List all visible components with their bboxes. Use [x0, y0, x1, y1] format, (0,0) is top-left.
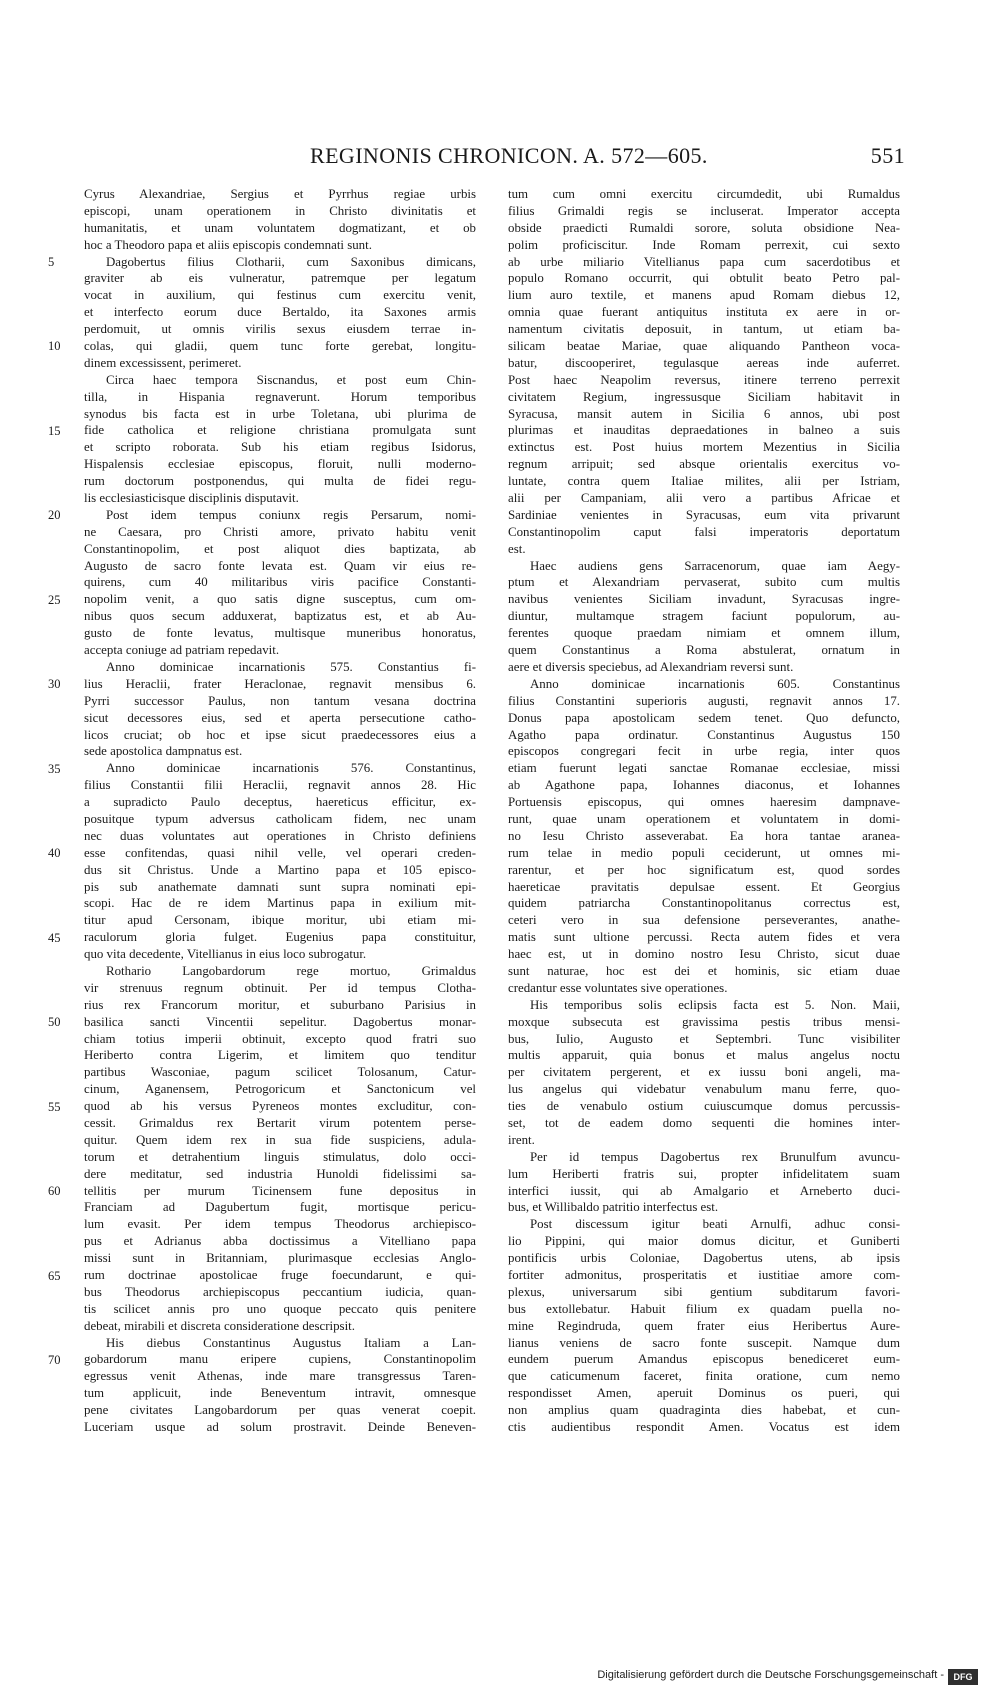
- text-line: et interfecto eorum duce Bertaldo, ita Saxones armis: [84, 305, 476, 320]
- text-line: quirens, cum 40 militaribus viris pacifice Constanti-: [84, 575, 476, 590]
- text-line: Syracusa, mansit autem in Sicilia 6 annos, ubi post: [508, 406, 900, 421]
- text-line: debeat, mirabili et discreta consideratione descripsit.: [84, 1318, 355, 1333]
- text-line: et scripto roborata. Sub his etiam regibus Isidorus,: [84, 440, 476, 455]
- digitization-credit: Digitalisierung gefördert durch die Deutsche Forschungsgemeinschaft -: [597, 1669, 944, 1681]
- text-line: aere et diversis speciebus, ad Alexandriam reversi sunt.: [508, 659, 794, 674]
- text-line: tilla, in Hispania regnaverunt. Horum temporibus: [84, 389, 476, 404]
- text-line: Cyrus Alexandriae, Sergius et Pyrrhus regiae urbis: [84, 187, 476, 201]
- text-line: filius Constantii filii Heraclii, regnavit annos 28. Hic: [84, 778, 476, 793]
- text-line: humanitatis, et unam voluntatem dogmatizant, et ob: [84, 220, 476, 235]
- text-line: quidem patriarcha Constantinopolitanus correctus est,: [508, 896, 900, 911]
- text-line: filius Grimaldi regis se incluserat. Imperator accepta: [508, 203, 900, 218]
- line-number: 20: [48, 508, 61, 523]
- page-title: REGINONIS CHRONICON. A. 572—605.: [310, 143, 708, 168]
- text-line: His diebus Constantinus Augustus Italiam a Lan-: [106, 1335, 476, 1350]
- text-line: rius rex Francorum moritur, et suburbano Parisius in: [84, 997, 476, 1012]
- text-line: ptum et Alexandriam pervaserat, subito cum multis: [508, 575, 900, 590]
- text-line: populo Romano occurrit, qui obtulit beato Petro pal-: [508, 271, 900, 286]
- line-number: 65: [48, 1268, 61, 1283]
- text-line: gusto de fonte levatus, multisque muneribus honoratus,: [84, 626, 476, 641]
- line-number: 70: [48, 1353, 61, 1368]
- text-line: navibus venientes Siciliam invadunt, Syracusas ingre-: [508, 592, 900, 607]
- text-line: His temporibus solis eclipsis facta est 5. Non. Maii,: [530, 997, 900, 1012]
- text-line: rum telae in medio populi ceciderunt, ut omnes mi-: [508, 845, 900, 860]
- line-number: 55: [48, 1099, 61, 1114]
- text-line: Per id tempus Dagobertus rex Brunulfum avuncu-: [530, 1149, 900, 1164]
- right-text-column: [508, 186, 900, 1436]
- text-line: Haec audiens gens Sarracenorum, quae iam Aegy-: [530, 558, 900, 573]
- text-line: graviter ab eis vulneratur, patremque per legatum: [84, 271, 476, 286]
- text-line: chiam totius imperii obtinuit, excepto quod fratri suo: [84, 1031, 476, 1046]
- text-line: Franciam ad Dagubertum fugit, mortisque pericu-: [84, 1200, 476, 1215]
- text-line: haec est, ut in domino nostro Iesu Christo, sicut duae: [508, 947, 900, 962]
- text-line: Hispalensis ecclesiae episcopus, floruit, nulli moderno-: [84, 457, 476, 472]
- text-line: fortiter admonitus, prosperitatis et iustitiae amore com-: [508, 1268, 900, 1282]
- line-number: 5: [48, 254, 55, 269]
- text-line: lio Pippini, qui maior domus dicitur, et Guniberti: [508, 1234, 900, 1249]
- text-line: runt, quae unam operationem et voluntatem in domi-: [508, 811, 900, 826]
- text-line: bus Theodorus archiepiscopus peccantium iudicia, quan-: [84, 1284, 476, 1299]
- text-line: raculorum gloria fulget. Eugenius papa constituitur,: [84, 930, 476, 945]
- text-line: moxque subsecuta est gravissima pestis tribus mensi-: [508, 1014, 900, 1029]
- text-line: Dagobertus filius Clotharii, cum Saxonibus dimicans,: [106, 254, 476, 269]
- text-line: credantur esse voluntates sive operationes.: [508, 980, 728, 995]
- text-line: obside praedicti Rumaldi sorore, soluta obsidione Nea-: [508, 220, 900, 235]
- line-number: 35: [48, 761, 61, 776]
- text-line: Augusto de sacro fonte levata est. Quam vir eius re-: [84, 558, 476, 573]
- text-line: vir strenuus regnum obtinuit. Per id tempus Clotha-: [84, 980, 476, 995]
- text-line: missi sunt in Britanniam, plurimasque ecclesias Anglo-: [84, 1251, 476, 1266]
- text-line: est.: [508, 541, 526, 556]
- text-line: pene civitates Langobardorum per quas venerat coepit.: [84, 1403, 476, 1418]
- text-line: ab urbe miliario Vitellianus papa cum sacerdotibus et: [508, 254, 900, 269]
- text-line: torum et detrahentium linguis stimulatus, dolo occi-: [84, 1149, 476, 1164]
- line-number: 10: [48, 339, 61, 354]
- text-line: episcopi, unam operationem in Christo divinitatis et: [84, 203, 476, 218]
- text-line: Agatho papa ordinatur. Constantinus Augustus 150: [508, 727, 900, 742]
- text-line: rum doctrinae apostolicae fruge foecundarunt, e qui-: [84, 1268, 476, 1282]
- text-line: Luceriam usque ad solum prostravit. Deinde Beneven-: [84, 1420, 476, 1435]
- text-line: ne Caesara, pro Christi amore, privato habitu venit: [84, 524, 476, 539]
- text-line: que caticumenum faceret, finita oratione, cum nemo: [508, 1369, 900, 1384]
- text-line: sicut decessores eius, sed et aperta persecutione catho-: [84, 710, 476, 725]
- text-line: Sardiniae venientes in Syracusas, eum vita privarunt: [508, 507, 900, 522]
- text-line: Post haec Neapolim reversus, itinere terreno perrexit: [508, 372, 900, 387]
- dfg-logo: DFG: [948, 1669, 978, 1685]
- text-line: per civitatem pergerent, et ex iussu boni angeli, ma-: [508, 1065, 900, 1080]
- text-line: tellitis per murum Ticinensem fune depositus in: [84, 1183, 476, 1198]
- text-line: Circa haec tempora Siscnandus, et post eum Chin-: [106, 372, 476, 387]
- text-line: set, tot de eadem domo sequenti die homines inter-: [508, 1115, 900, 1130]
- text-line: luntate, contra quem Italiae milites, alii per Istriam,: [508, 474, 900, 489]
- line-number: 30: [48, 677, 61, 692]
- text-line: ties de venabulo ostium cuiuscumque domus percussis-: [508, 1099, 900, 1114]
- line-number: 40: [48, 846, 61, 861]
- text-line: ferentes quoque praedam nimiam et omnem illum,: [508, 626, 900, 641]
- text-line: quitur. Quem idem rex in sua fide suspiciens, adula-: [84, 1132, 476, 1147]
- line-number: 25: [48, 592, 61, 607]
- text-line: Pyrri successor Paulus, non tantum vesana doctrina: [84, 693, 476, 708]
- page-number: 551: [870, 143, 905, 168]
- text-line: tis scilicet annis pro uno quoque peccato quis penitere: [84, 1301, 476, 1316]
- text-line: partibus Wasconiae, pagum scilicet Tolosanum, Catur-: [84, 1065, 476, 1080]
- text-line: a supradicto Paulo deceptus, haereticus efficitur, ex-: [84, 795, 476, 810]
- text-line: dinem excessissent, perimeret.: [84, 355, 242, 370]
- text-line: civitatem Regium, ingressusque Siciliam habitavit in: [508, 389, 900, 404]
- text-line: etiam fuerunt legati sanctae Romanae ecclesiae, missi: [508, 761, 900, 776]
- line-number: 45: [48, 930, 61, 945]
- text-line: multis apparuit, quia bonus et malus angelus noctu: [508, 1048, 900, 1063]
- text-line: lum evasit. Per idem tempus Theodorus archiepisco-: [84, 1217, 476, 1232]
- text-line: filius Constantini superioris augusti, regnavit annos 17.: [508, 693, 900, 708]
- text-line: perdomuit, ut omnis virilis sexus eiusdem terrae in-: [84, 322, 476, 337]
- text-line: lianus veniens de sacro fonte suscepit. Namque dum: [508, 1335, 900, 1350]
- text-line: Anno dominicae incarnationis 575. Constantius fi-: [106, 659, 476, 674]
- text-line: tum applicuit, inde Beneventum intravit, omnesque: [84, 1386, 476, 1401]
- running-header: [300, 143, 915, 169]
- text-line: Constantinopolim caput falsi imperatoris deportatum: [508, 524, 900, 539]
- text-line: tum cum omni exercitu circumdedit, ubi Rumaldus: [508, 187, 900, 201]
- text-line: quem Constantinus a Roma abstulerat, ornatum in: [508, 643, 900, 658]
- text-line: Anno dominicae incarnationis 605. Constantinus: [530, 676, 900, 691]
- text-line: plurimas et inauditas depraedationes in balneo a suis: [508, 423, 900, 438]
- text-line: basilica sancti Vincentii sepelitur. Dagobertus monar-: [84, 1014, 476, 1029]
- text-line: nibus quos secum adduxerat, baptizatus est, et ab Au-: [84, 609, 476, 624]
- text-line: matis sunt ultione percussi. Recta autem fides et vera: [508, 930, 900, 945]
- text-line: plexus, universarum sibi gentium subditarum favori-: [508, 1284, 900, 1299]
- text-line: posuitque typum adversus catholicam fidem, nec unam: [84, 811, 476, 826]
- text-line: quo vita decedente, Vitellianus in eius loco subrogatur.: [84, 947, 367, 962]
- text-line: hoc a Theodoro papa et aliis episcopis condemnati sunt.: [84, 237, 372, 252]
- text-line: fide catholica et religione christiana promulgata sunt: [84, 423, 476, 438]
- text-line: Portuensis episcopus, qui omnes haeresim dampnave-: [508, 795, 900, 810]
- text-line: Constantinopolim, et post aliquot dies baptizata, ab: [84, 541, 476, 556]
- left-text-column: [84, 186, 476, 1436]
- text-line: cinum, Aganensem, Petrogoricum et Sanctonicum vel: [84, 1082, 476, 1097]
- text-line: licos cruciat; ob hoc et ipse sicut praedecessores eius a: [84, 727, 476, 742]
- text-line: rarentur, et per hoc significatum est, quod sordes: [508, 862, 900, 877]
- text-line: bus extollebatur. Habuit filium ex quadam puella no-: [508, 1301, 900, 1316]
- text-line: lus angelus qui videbatur venabulum manu ferre, quo-: [508, 1082, 900, 1097]
- text-line: regnum arripuit; sed absque orientalis exercitus vo-: [508, 457, 900, 472]
- text-line: interfici iussit, qui ab Amalgario et Arneberto duci-: [508, 1183, 900, 1198]
- text-line: vocat in auxilium, qui festinus cum exercitu venit,: [84, 288, 476, 303]
- text-line: Post idem tempus coniunx regis Persarum, nomi-: [106, 507, 476, 522]
- text-line: Post discessum igitur beati Arnulfi, adhuc consi-: [530, 1217, 900, 1232]
- text-line: Donus papa apostolicam sedem tenet. Quo defuncto,: [508, 710, 900, 725]
- text-line: lium auro textile, et manens apud Romam diebus 12,: [508, 288, 900, 303]
- text-line: lis ecclesiasticisque disciplinis disputavit.: [84, 491, 299, 506]
- text-line: ab Agathone papa, Iohannes diaconus, et Iohannes: [508, 778, 900, 793]
- text-line: bus, Iulio, Augusto et Septembri. Tunc visibiliter: [508, 1031, 900, 1046]
- text-line: titur apud Cersonam, ibique moritur, ubi etiam mi-: [84, 913, 476, 928]
- text-line: episcopos congregari fecit in urbe regia, inter quos: [508, 744, 900, 759]
- text-line: respondisset Amen, aperuit Dominus os pueri, qui: [508, 1386, 900, 1401]
- text-line: omnia quae fuerant antiquitus instituta ex aere in or-: [508, 305, 900, 320]
- text-line: gobardorum manu eripere cupiens, Constantinopolim: [84, 1352, 476, 1367]
- line-number: 50: [48, 1015, 61, 1030]
- text-line: eundem puerum Amandus episcopus benediceret eum-: [508, 1352, 900, 1367]
- text-line: alii per Campaniam, alii vero a partibus Africae et: [508, 491, 900, 506]
- text-line: batur, discooperiret, tegulasque aereas inde auferret.: [508, 355, 900, 370]
- text-line: Heriberto contra Ligerim, et limitem quo tenditur: [84, 1048, 476, 1063]
- text-line: haereticae pravitatis depulsae essent. Et Georgius: [508, 879, 900, 894]
- text-line: irent.: [508, 1132, 535, 1147]
- text-line: lius Heraclii, frater Heraclonae, regnavit mensibus 6.: [84, 676, 476, 691]
- text-line: Rothario Langobardorum rege mortuo, Grimaldus: [106, 963, 476, 978]
- text-line: pontificis urbis Coloniae, Dagobertus utens, ab ipsis: [508, 1251, 900, 1266]
- text-line: Anno dominicae incarnationis 576. Constantinus,: [106, 761, 476, 776]
- text-line: namentum civitatis deposuit, in tantum, ut etiam ba-: [508, 322, 900, 337]
- text-line: ceteri vero in sua defensione perseverantes, anathe-: [508, 913, 900, 928]
- text-line: sunt naturae, hoc est dei et hominis, sic etiam duae: [508, 963, 900, 978]
- text-line: dere meditatur, sed industria Hunoldi fidelissimi sa-: [84, 1166, 476, 1181]
- text-line: egressus venit Athenas, inde mare transgressus Taren-: [84, 1369, 476, 1384]
- text-line: rum doctorum postponendus, qui multa de fidei regu-: [84, 474, 476, 489]
- text-line: non amplius quam quadraginta dies habebat, et cun-: [508, 1403, 900, 1418]
- text-line: accepta coniuge ad patriam repedavit.: [84, 643, 280, 658]
- text-line: ctis audientibus respondit Amen. Vocatus est idem: [508, 1420, 900, 1435]
- text-line: polim proficiscitur. Inde Romam perrexit, cui sexto: [508, 237, 900, 252]
- line-number: 15: [48, 423, 61, 438]
- text-line: diuntur, multamque stragem faciunt populorum, au-: [508, 609, 900, 624]
- text-line: dus sit Christus. Unde a Martino papa et 105 episco-: [84, 862, 476, 877]
- text-line: sede apostolica dampnatus est.: [84, 744, 243, 759]
- text-line: lum Heriberti fratris sui, propter infidelitatem suam: [508, 1166, 900, 1181]
- text-line: cessit. Grimaldus rex Bertarit virum potentem perse-: [84, 1115, 476, 1130]
- text-line: synodus bis facta est in urbe Toletana, ubi plurima de: [84, 406, 476, 421]
- text-line: no Iesu Christo asseverabat. Ea hora tantae aranea-: [508, 828, 900, 843]
- text-line: nec duas voluntates aut operationes in Christo definiens: [84, 828, 476, 843]
- text-line: nopolim venit, a quo satis digne susceptus, cum om-: [84, 592, 476, 607]
- text-line: pus et Adrianus abba doctissimus a Vitelliano papa: [84, 1234, 476, 1249]
- line-number: 60: [48, 1184, 61, 1199]
- text-line: extinctus est. Post huius mortem Mezentius in Sicilia: [508, 440, 900, 455]
- text-line: bus, et Willibaldo patritio interfectus est.: [508, 1200, 719, 1215]
- text-line: scopi. Hac de re idem Martinus papa in exilium mit-: [84, 896, 476, 911]
- text-line: mine Regindruda, quem frater eius Heribertus Aure-: [508, 1318, 900, 1333]
- text-line: colas, qui gladii, quem tunc forte gerebat, longitu-: [84, 339, 476, 354]
- text-line: esse confitendas, quasi nihil velle, vel operari creden-: [84, 845, 476, 860]
- text-line: pis sub anathemate damnati sunt supra nominati epi-: [84, 879, 476, 894]
- text-line: silicam beatae Mariae, quae aliquando Pantheon voca-: [508, 339, 900, 354]
- text-line: quod ab his versus Pyreneos montes excluditur, con-: [84, 1099, 476, 1114]
